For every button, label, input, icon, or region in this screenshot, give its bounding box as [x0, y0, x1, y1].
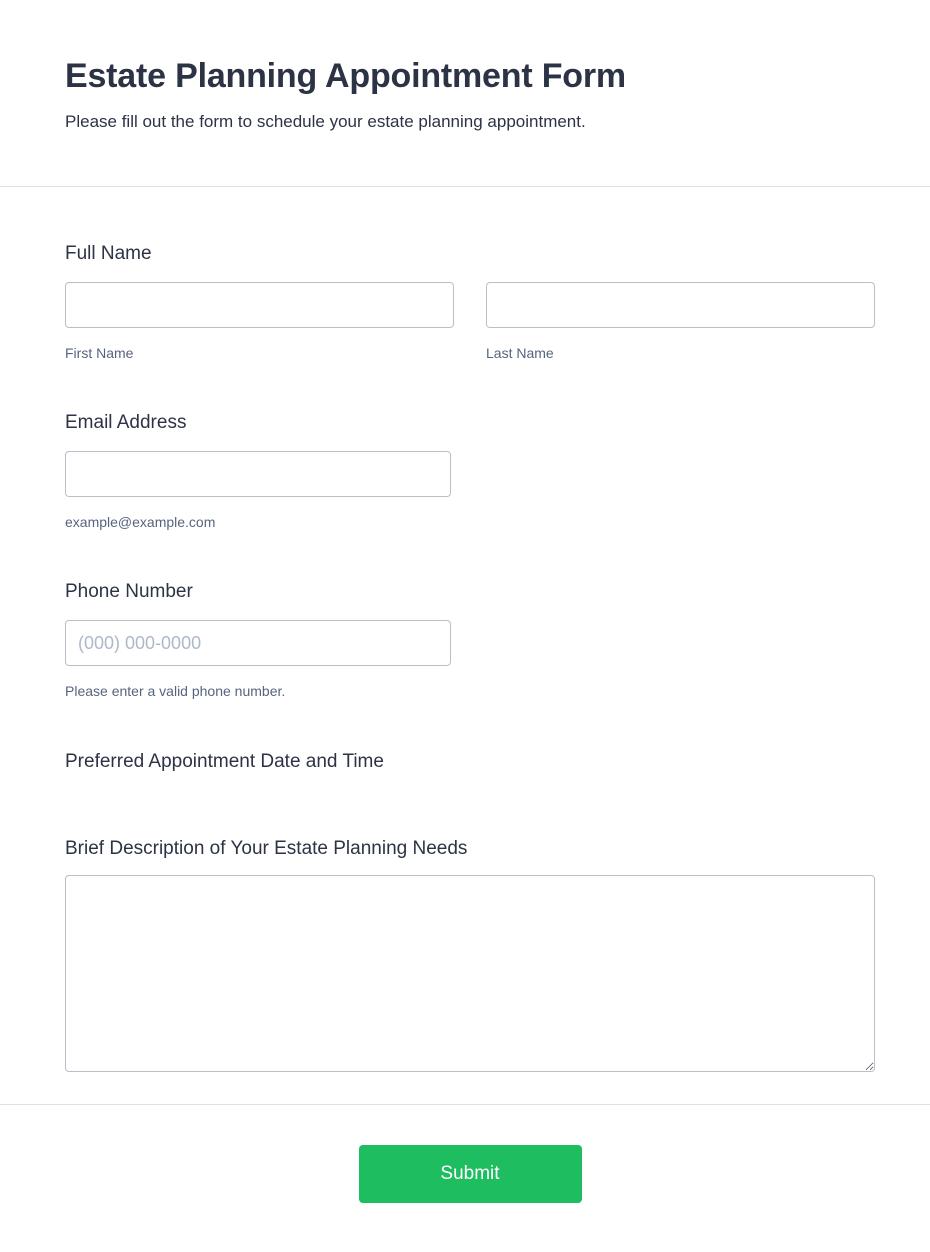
description-field [65, 837, 875, 1072]
email-input-row [65, 451, 875, 497]
full-name-field [65, 242, 875, 362]
full-name-input-row [65, 282, 875, 362]
form-subtitle: Please fill out the form to schedule your estate planning appointment. [65, 112, 586, 131]
phone-input-row [65, 620, 875, 666]
first-name-column [65, 282, 454, 362]
email-input[interactable] [65, 451, 451, 497]
appointment-label: Preferred Appointment Date and Time [65, 751, 384, 772]
form-body [0, 242, 930, 1072]
first-name-input[interactable] [65, 282, 454, 328]
phone-sublabel: Please enter a valid phone number. [65, 683, 286, 699]
submit-button[interactable]: Submit [359, 1145, 582, 1203]
last-name-sublabel: Last Name [486, 345, 554, 361]
form-footer [0, 1104, 930, 1252]
description-label: Brief Description of Your Estate Planning Needs [65, 838, 468, 859]
email-label: Email Address [65, 412, 187, 433]
description-textarea[interactable] [65, 875, 875, 1072]
full-name-label: Full Name [65, 243, 152, 264]
form-header [0, 0, 930, 187]
email-sublabel: example@example.com [65, 514, 216, 530]
phone-field [65, 580, 875, 700]
email-field [65, 411, 875, 531]
first-name-sublabel: First Name [65, 345, 134, 361]
last-name-column [486, 282, 875, 362]
form-title: Estate Planning Appointment Form [65, 57, 626, 95]
appointment-field [65, 750, 875, 774]
phone-label: Phone Number [65, 581, 193, 602]
last-name-input[interactable] [486, 282, 875, 328]
phone-input[interactable] [65, 620, 451, 666]
